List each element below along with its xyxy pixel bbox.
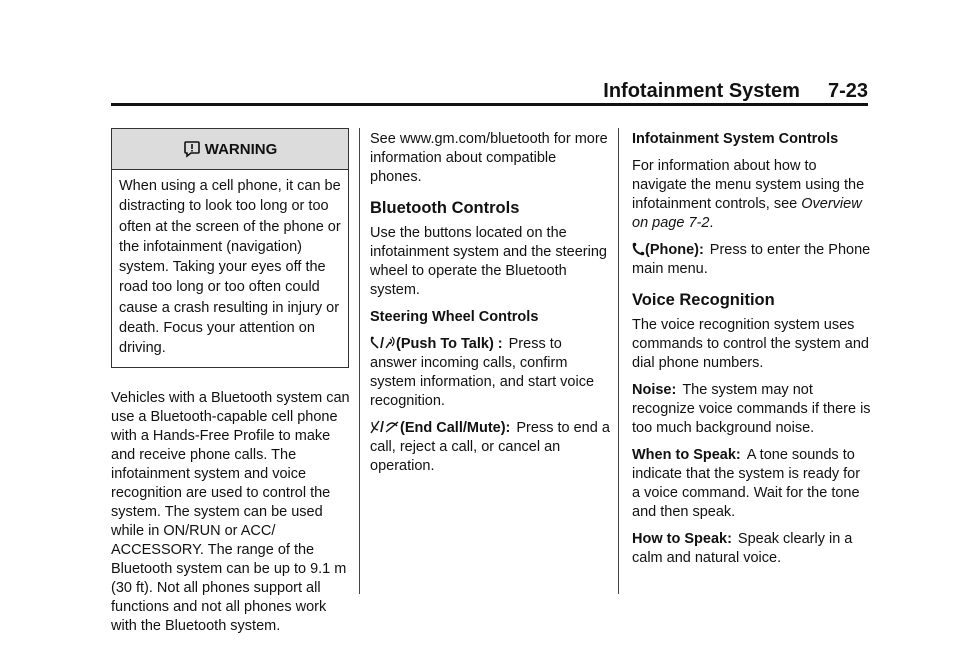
end-call-icon	[370, 420, 380, 434]
warning-header	[112, 129, 348, 170]
push-to-talk-item: / (Push To Talk) : Press to answer incoming calls, confirm system information, and start voice recognition.	[370, 336, 595, 409]
how-to-speak-item: How to Speak: Speak clearly in a calm and natural voice.	[632, 531, 853, 566]
steering-wheel-controls-heading: Steering Wheel Controls	[370, 309, 539, 325]
warning-title: WARNING	[204, 140, 278, 158]
phone-item: (Phone): Press to enter the Phone main menu.	[632, 242, 871, 277]
section-title: Infotainment System	[603, 80, 800, 102]
phone-icon	[632, 242, 645, 256]
column-3	[632, 130, 872, 576]
noise-item: Noise: The system may not recognize voice commands if there is too much background noise.	[632, 382, 871, 436]
voice-recognition-heading: Voice Recognition	[632, 291, 775, 309]
push-to-talk-icon	[370, 336, 380, 350]
voice-icon	[384, 336, 396, 350]
infotainment-controls-text: For information about how to navigate the menu system using the infotainment controls, see Overview on page 7-2.	[632, 158, 865, 231]
column-divider	[618, 128, 619, 594]
bluetooth-controls-heading: Bluetooth Controls	[370, 199, 520, 217]
page-number: 7-23	[827, 80, 868, 102]
warning-box	[111, 128, 349, 368]
column-1	[111, 128, 351, 644]
voice-recognition-text: The voice recognition system uses commands to control the system and dial phone numbers.	[632, 317, 869, 371]
bluetooth-controls-text: Use the buttons located on the infotainment system and the steering wheel to operate the Bluetooth system.	[370, 225, 607, 298]
column-2	[370, 130, 610, 484]
warning-icon	[183, 140, 201, 158]
warning-text: When using a cell phone, it can be distracting to look too long or too often at the screen of the phone or the infotainment (navigation) system. Taking your eyes off the road too long or too often could cause a crash resulting in injury or death. Focus your attention on driving.	[119, 178, 341, 357]
page-header	[603, 80, 868, 103]
compatibility-note: See www.gm.com/bluetooth for more information about compatible phones.	[370, 131, 608, 185]
bluetooth-intro: Vehicles with a Bluetooth system can use a Bluetooth-capable cell phone with a Hands-Free Profile to make and receive phone calls. The infotainment system and voice recognition are used to control the system. The system can be used while in ON/RUN or ACC/ ACCESSORY. The range of the Bluetooth system can be up to 9.1 m (30 ft). Not all phones support all functions and not all phones work with the Bluetooth system.	[111, 389, 350, 634]
infotainment-controls-heading: Infotainment System Controls	[632, 131, 839, 147]
column-divider	[359, 128, 360, 594]
header-rule	[111, 103, 868, 106]
when-to-speak-item: When to Speak: A tone sounds to indicate that the system is ready for a voice command. Wait for the tone and then speak.	[632, 447, 861, 520]
mute-icon	[384, 420, 400, 434]
overview-reference[interactable]: Overview on page 7-2	[632, 196, 862, 231]
end-call-item: / (End Call/Mute): Press to end a call, reject a call, or cancel an operation.	[370, 420, 610, 474]
